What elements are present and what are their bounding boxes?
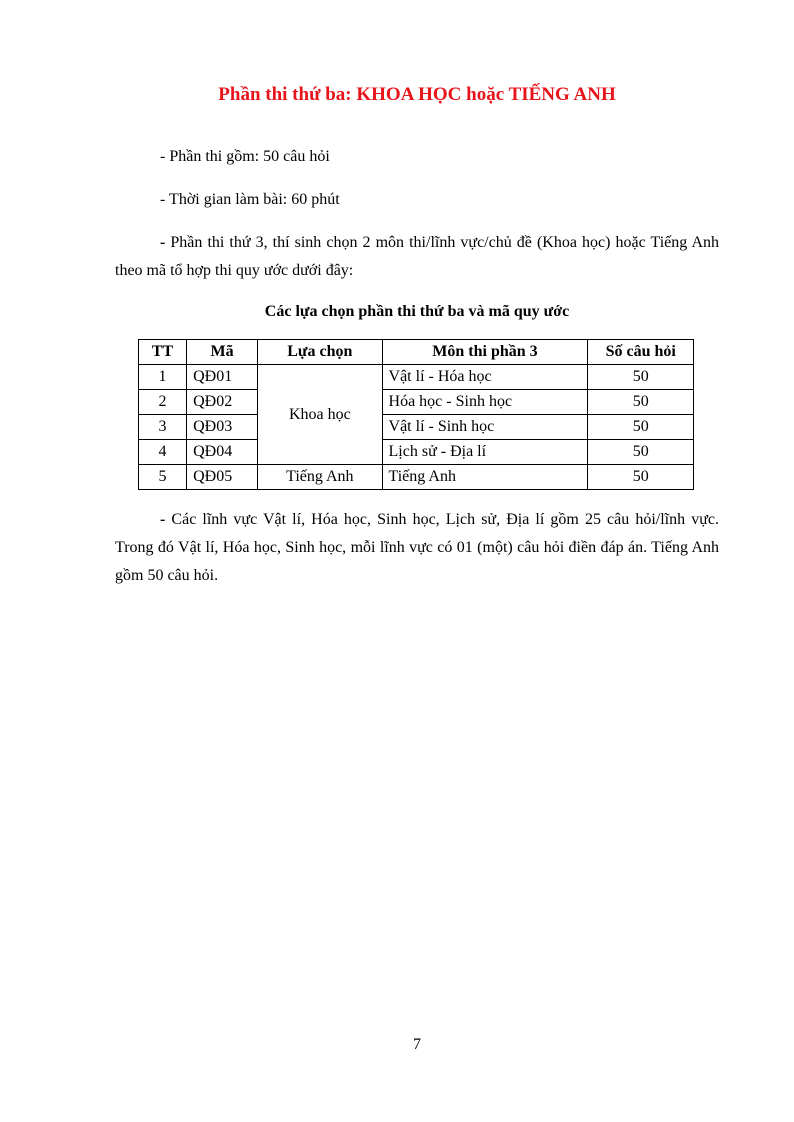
paragraph-question-count: - Phần thi gồm: 50 câu hỏi [160, 148, 330, 165]
header-tt: TT [139, 340, 187, 365]
cell-ma: QĐ04 [187, 440, 258, 465]
header-ma: Mã [187, 340, 258, 365]
paragraph-duration: - Thời gian làm bài: 60 phút [160, 191, 340, 208]
cell-ma: QĐ05 [187, 465, 258, 490]
cell-ma: QĐ02 [187, 390, 258, 415]
section-title: Phần thi thứ ba: KHOA HỌC hoặc TIẾNG ANH [218, 84, 616, 105]
header-mon-thi: Môn thi phần 3 [382, 340, 588, 365]
cell-tt: 1 [139, 365, 187, 390]
cell-tt: 4 [139, 440, 187, 465]
header-lua-chon: Lựa chọn [258, 340, 382, 365]
table-row [139, 390, 694, 415]
cell-so-cau-hoi: 50 [588, 390, 694, 415]
page-number: 7 [413, 1036, 421, 1053]
table-row [139, 365, 694, 390]
paragraph-instructions-text: Phần thi thứ 3, thí sinh chọn 2 môn thi/lĩnh vực/chủ đề (Khoa học) hoặc Tiếng Anh theo mã tổ hợp thi quy ước dưới đây: [115, 234, 719, 279]
paragraph-instructions [115, 229, 719, 285]
cell-so-cau-hoi: 50 [588, 415, 694, 440]
bullet-dash: - [160, 511, 166, 528]
cell-mon-thi: Tiếng Anh [382, 465, 588, 490]
cell-tt: 3 [139, 415, 187, 440]
cell-mon-thi: Hóa học - Sinh học [382, 390, 588, 415]
options-table [138, 339, 694, 490]
header-so-cau-hoi: Số câu hỏi [588, 340, 694, 365]
cell-group-khoa-hoc: Khoa học [258, 365, 382, 465]
cell-tt: 2 [139, 390, 187, 415]
cell-ma: QĐ03 [187, 415, 258, 440]
cell-ma: QĐ01 [187, 365, 258, 390]
cell-group-tieng-anh: Tiếng Anh [258, 465, 382, 490]
cell-so-cau-hoi: 50 [588, 465, 694, 490]
paragraph-field-details-text: Các lĩnh vực Vật lí, Hóa học, Sinh học, Lịch sử, Địa lí gồm 25 câu hỏi/lĩnh vực. Trong đó Vật lí, Hóa học, Sinh học, mỗi lĩnh vực có 01 (một) câu hỏi điền đáp án. Tiếng Anh gồm 50 câu hỏi. [115, 511, 719, 584]
table-row [139, 440, 694, 465]
bullet-dash: - [160, 234, 166, 251]
table-caption: Các lựa chọn phần thi thứ ba và mã quy ước [264, 303, 570, 320]
cell-mon-thi: Lịch sử - Địa lí [382, 440, 588, 465]
cell-so-cau-hoi: 50 [588, 440, 694, 465]
cell-mon-thi: Vật lí - Sinh học [382, 415, 588, 440]
cell-so-cau-hoi: 50 [588, 365, 694, 390]
cell-tt: 5 [139, 465, 187, 490]
table-row [139, 415, 694, 440]
paragraph-field-details [115, 506, 719, 590]
table-row [139, 465, 694, 490]
table-header-row [139, 340, 694, 365]
cell-mon-thi: Vật lí - Hóa học [382, 365, 588, 390]
